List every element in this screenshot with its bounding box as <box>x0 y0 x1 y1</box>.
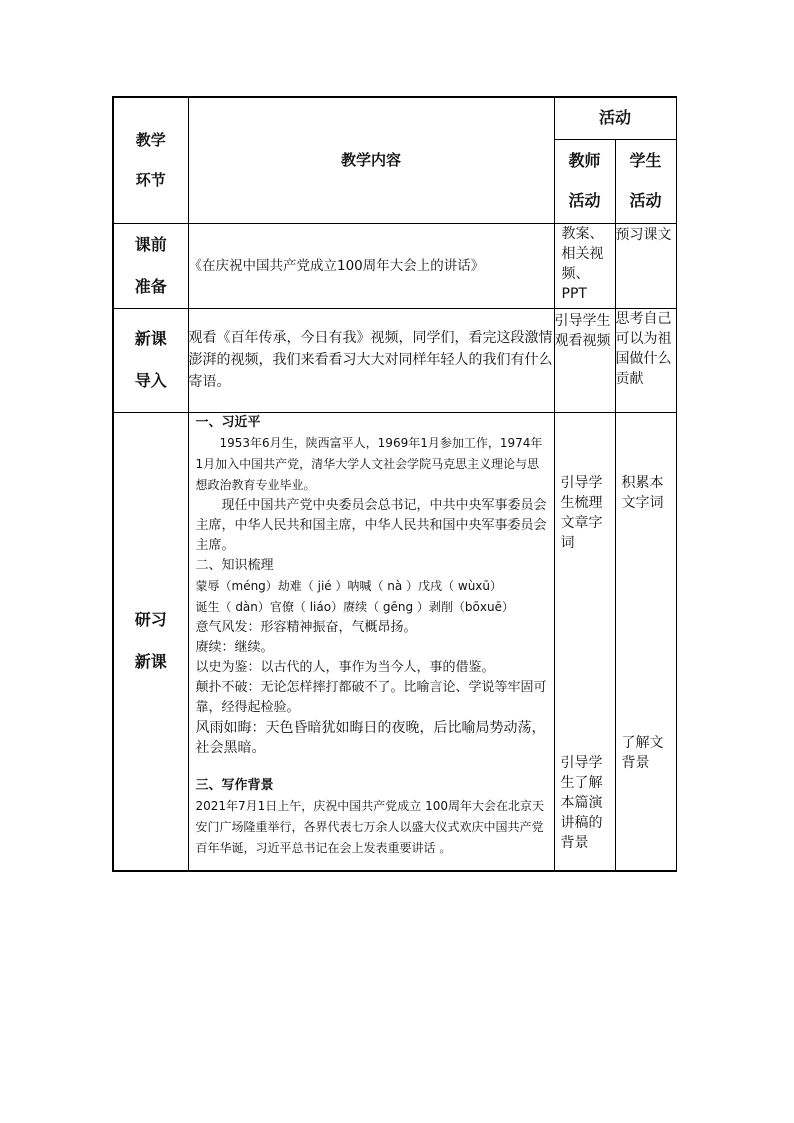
header-student-cell <box>615 139 676 223</box>
knowledge-title: 二、知识梳理 <box>195 557 274 573</box>
idiom-5: 风雨如晦：天色昏暗犹如晦日的夜晚，后比喻局势动荡，社会黑暗。 <box>195 719 546 756</box>
research-stage-cell <box>113 412 188 871</box>
header-row <box>113 97 676 139</box>
intro-teacher: 引导学生观看视频 <box>554 308 615 412</box>
prep-teacher: 教案、相关视频、PPT <box>554 223 615 308</box>
prep-content: 《在庆祝中国共产党成立100周年大会上的讲话》 <box>188 223 554 308</box>
research-teacher-1: 引导学生梳理文章字词 <box>560 474 603 551</box>
research-row <box>113 412 676 871</box>
prep-stage-cell <box>113 223 188 308</box>
research-teacher-cell <box>554 412 615 871</box>
research-student-cell <box>615 412 676 871</box>
header-teacher: 教师活动 <box>568 151 601 210</box>
pronunciation-line-1: 蒙辱（méng）劫难（ jié ）呐喊（ nà ）戊戌（ wùxū） <box>195 578 503 593</box>
header-activity: 活动 <box>554 97 676 139</box>
research-student-2: 了解文背景 <box>621 734 664 771</box>
author-title: 一、习近平 <box>195 414 261 430</box>
lesson-plan-table <box>112 96 677 872</box>
research-stage: 研习新课 <box>134 610 167 672</box>
prep-stage: 课前准备 <box>134 234 167 296</box>
research-student-1: 积累本文字词 <box>621 474 664 511</box>
header-stage: 教学环节 <box>135 131 166 190</box>
background-paragraph: 2021年7月1日上午，庆祝中国共产党成立 100周年大会在北京天安门广场隆重举行，各界代表七万余人以盛大仪式欢庆中国共产党百年华诞，习近平总书记在会上发表重要讲话 。 <box>195 798 545 855</box>
idiom-3: 以史为鉴：以古代的人，事作为当今人，事的借鉴。 <box>195 659 495 675</box>
intro-student: 思考自己可以为祖国做什么贡献 <box>615 308 676 412</box>
research-content <box>188 412 573 871</box>
author-paragraph-1: 1953年6月生，陕西富平人，1969年1月参加工作，1974年1月加入中国共产党，清华大学人文社会学院马克思主义理论与思想政治教育专业毕业。 <box>195 435 543 492</box>
author-paragraph-2: 现任中国共产党中央委员会总书记，中共中央军事委员会主席，中华人民共和国主席，中华人民共和国中央军事委员会主席。 <box>195 497 547 553</box>
intro-stage: 新课导入 <box>134 329 167 390</box>
pronunciation-line-2: 诞生（ dàn）官僚（ liáo）赓续（ gēng ）剥削（bōxuē） <box>195 599 514 614</box>
section-gap <box>196 758 550 776</box>
idiom-2: 赓续：继续。 <box>195 639 274 655</box>
header-content: 教学内容 <box>188 97 554 223</box>
background-title: 三、写作背景 <box>195 777 274 793</box>
idiom-4: 颠扑不破：无论怎样摔打都破不了。比喻言论、学说等牢固可 靠，经得起检验。 <box>195 679 573 715</box>
prep-student: 预习课文 <box>615 223 676 308</box>
intro-row <box>113 308 676 412</box>
header-teacher-cell <box>554 139 615 223</box>
header-stage-cell <box>113 97 188 223</box>
idiom-1: 意气风发：形容精神振奋，气概昂扬。 <box>195 619 417 635</box>
intro-stage-cell <box>113 308 188 412</box>
research-teacher-2: 引导学生了解本篇演讲稿的背景 <box>560 754 603 851</box>
header-student: 学生活动 <box>629 151 662 210</box>
intro-content: 观看《百年传承，今日有我》视频，同学们，看完这段激情澎湃的视频，我们来看看习大大对同样年轻人的我们有什么寄语。 <box>188 308 554 412</box>
prep-row <box>113 223 676 308</box>
